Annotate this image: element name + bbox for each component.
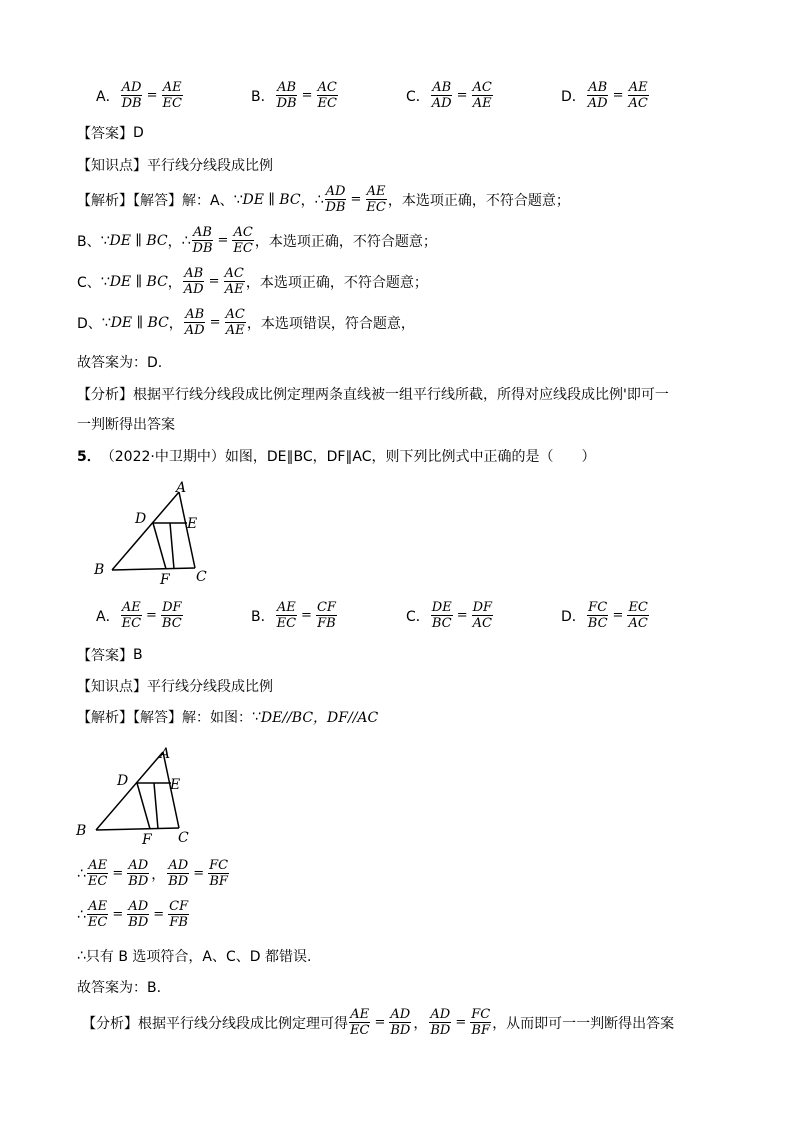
fig1-label-e: E <box>187 516 198 532</box>
q4-option-b[interactable]: B． $\frac{AB}{DB}$ = $\frac{AC}{EC}$ <box>251 80 337 111</box>
fraction: $\frac{AD}{BD}$ <box>168 858 189 889</box>
fraction: $\frac{AB}{AD}$ <box>184 307 205 338</box>
q4-fenxi-line1: 【分析】 根据平行线分线段成比例定理两条直线被一组平行线所截，所得对应线段成比例'即可一 <box>77 387 669 403</box>
fraction: $\frac{AE}{EC}$ <box>366 184 386 215</box>
fraction: $\frac{AB}{DB}$ <box>192 225 213 256</box>
q5-analysis-figure <box>72 740 202 850</box>
fig2-label-e: E <box>170 777 181 793</box>
fraction: $\frac{AC}{AE}$ <box>224 266 244 297</box>
fraction: $\frac{AB}{AD}$ <box>431 80 452 111</box>
fig2-label-f: F <box>142 832 152 848</box>
fraction: $\frac{AD}{BD}$ <box>390 1007 411 1038</box>
fraction: $\frac{CF}{FB}$ <box>169 899 189 930</box>
q5-option-d[interactable]: D． $\frac{FC}{BC}$ = $\frac{EC}{AC}$ <box>561 600 648 631</box>
q4-analysis-c: C、 ∵ DE ∥ BC ， $\frac{AB}{AD}$ = $\frac{AC}{AE}$ ，本选项正确，不符合题意； <box>77 266 428 297</box>
fraction: $\frac{DE}{BC}$ <box>431 600 452 631</box>
fraction: $\frac{AE}{EC}$ <box>87 858 108 889</box>
q4-fenxi-line2: 一判断得出答案 <box>77 417 175 433</box>
q5-step1: ∴ $\frac{AE}{EC}$ = $\frac{AD}{BD}$ ， $\frac{AD}{BD}$ = $\frac{FC}{BF}$ <box>77 858 229 889</box>
fraction: $\frac{AE}{EC}$ <box>121 600 142 631</box>
fraction: $\frac{AC}{EC}$ <box>233 225 253 256</box>
fraction: $\frac{AE}{EC}$ <box>350 1007 370 1038</box>
fraction: $\frac{AD}{DB}$ <box>121 80 142 111</box>
fig2-label-a: A <box>160 746 171 762</box>
fraction: $\frac{DF}{AC}$ <box>472 600 493 631</box>
fraction: $\frac{AC}{EC}$ <box>317 80 337 111</box>
fraction: $\frac{AC}{AE}$ <box>225 307 245 338</box>
fig1-label-d: D <box>135 511 147 527</box>
fraction: $\frac{FC}{BF}$ <box>471 1007 491 1038</box>
q5-only-b: ∴ 只有 B 选项符合，A、C、D 都错误. <box>77 948 312 965</box>
q4-analysis-a: 【解析】【解答】解：A、 ∵ DE ∥ BC ， ∴ $\frac{AD}{DB}$ = $\frac{AE}{EC}$ ，本选项正确，不符合题意； <box>77 184 570 215</box>
q5-option-b[interactable]: B． $\frac{AE}{EC}$ = $\frac{CF}{FB}$ <box>251 600 336 631</box>
fraction: $\frac{AB}{AD}$ <box>587 80 608 111</box>
fig2-label-c: C <box>178 830 189 846</box>
fraction: $\frac{AE}{EC}$ <box>276 600 297 631</box>
q5-figure <box>88 480 218 590</box>
q4-option-a[interactable]: A． $\frac{AD}{DB}$ = $\frac{AE}{EC}$ <box>96 80 182 111</box>
q5-analysis-intro: 【解析】【解答】解：如图： ∵ DE//BC，DF//AC <box>77 709 379 726</box>
q5-stem: 5． （2022·中卫期中） 如图，DE∥BC，DF∥AC，则下列比例式中正确的是（ ） <box>77 449 596 465</box>
fig1-label-a: A <box>176 480 187 496</box>
q5-knowledge-point: 【知识点】 平行线分线段成比例 <box>77 679 273 695</box>
q4-conclusion: 故答案为：D. <box>77 355 163 371</box>
q5-conclusion: 故答案为：B. <box>77 980 162 996</box>
q5-answer: 【答案】 B <box>77 647 143 664</box>
q4-option-d[interactable]: D． $\frac{AB}{AD}$ = $\frac{AE}{AC}$ <box>561 80 648 111</box>
fraction: $\frac{AE}{EC}$ <box>162 80 182 111</box>
fraction: $\frac{AC}{AE}$ <box>472 80 492 111</box>
q5-fenxi: 【分析】 根据平行线分线段成比例定理可得 $\frac{AE}{EC}$ = $\frac{AD}{BD}$ ， $\frac{AD}{BD}$ = $\frac{FC}{BF}$ ，从而即可一一判断得出答案 <box>82 1007 675 1038</box>
fraction: $\frac{CF}{FB}$ <box>316 600 336 631</box>
q5-options <box>96 600 794 631</box>
fraction: $\frac{AE}{EC}$ <box>87 899 108 930</box>
q5-option-a[interactable]: A． $\frac{AE}{EC}$ = $\frac{DF}{BC}$ <box>96 600 182 631</box>
fraction: $\frac{FC}{BF}$ <box>209 858 229 889</box>
fraction: $\frac{AE}{AC}$ <box>628 80 648 111</box>
fraction: $\frac{AD}{BD}$ <box>128 858 149 889</box>
fig2-label-d: D <box>117 773 129 789</box>
q5-option-c[interactable]: C． $\frac{DE}{BC}$ = $\frac{DF}{AC}$ <box>406 600 493 631</box>
fig1-label-c: C <box>196 569 207 585</box>
fig1-label-b: B <box>94 562 105 578</box>
fraction: $\frac{FC}{BC}$ <box>587 600 608 631</box>
q4-knowledge-point: 【知识点】 平行线分线段成比例 <box>77 158 273 174</box>
fraction: $\frac{AD}{DB}$ <box>325 184 346 215</box>
fig1-label-f: F <box>160 572 170 588</box>
q4-analysis-d: D、 ∵ DE ∥ BC ， $\frac{AB}{AD}$ = $\frac{AC}{AE}$ ，本选项错误，符合题意， <box>77 307 415 338</box>
fraction: $\frac{AB}{DB}$ <box>276 80 297 111</box>
q4-option-c[interactable]: C． $\frac{AB}{AD}$ = $\frac{AC}{AE}$ <box>406 80 492 111</box>
fraction: $\frac{AD}{BD}$ <box>128 899 149 930</box>
fraction: $\frac{EC}{AC}$ <box>628 600 648 631</box>
fraction: $\frac{AB}{AD}$ <box>183 266 204 297</box>
q4-analysis-b: B、 ∵ DE ∥ BC ， ∴ $\frac{AB}{DB}$ = $\frac{AC}{EC}$ ，本选项正确，不符合题意； <box>77 225 437 256</box>
fig2-label-b: B <box>76 823 87 839</box>
fraction: $\frac{DF}{BC}$ <box>161 600 182 631</box>
q5-step2: ∴ $\frac{AE}{EC}$ = $\frac{AD}{BD}$ = $\frac{CF}{FB}$ <box>77 899 189 930</box>
q4-answer: 【答案】 D <box>77 125 144 142</box>
q4-options <box>96 80 794 111</box>
fraction: $\frac{AD}{BD}$ <box>430 1007 451 1038</box>
